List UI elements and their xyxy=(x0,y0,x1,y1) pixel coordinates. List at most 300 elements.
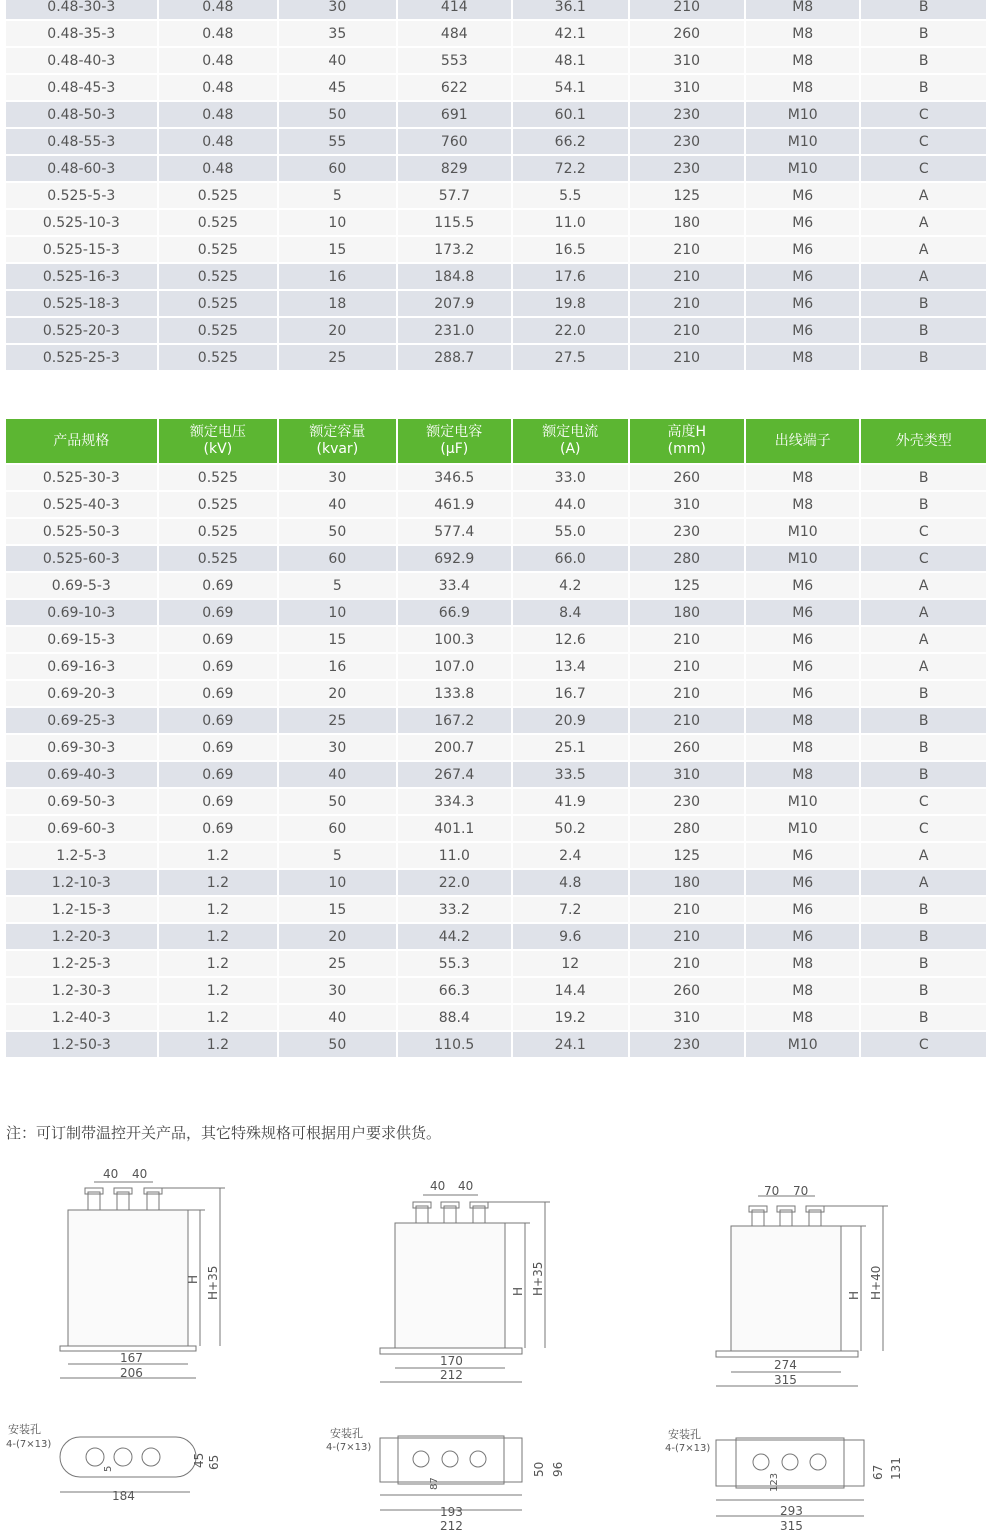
table-cell: 0.525-10-3 xyxy=(6,210,157,235)
table-cell: B xyxy=(861,924,986,949)
table-cell: 184.8 xyxy=(398,264,511,289)
drawing-1-h: H xyxy=(186,1274,200,1284)
table-cell: 207.9 xyxy=(398,291,511,316)
table-cell: 0.48 xyxy=(159,48,277,73)
table-row xyxy=(6,210,986,235)
table-cell: 50 xyxy=(279,519,395,544)
table-cell: 260 xyxy=(630,735,744,760)
table-cell: 280 xyxy=(630,816,744,841)
table-cell: 7.2 xyxy=(513,897,627,922)
table-cell: 50 xyxy=(279,789,395,814)
table-cell: B xyxy=(861,291,986,316)
table-cell: M8 xyxy=(746,762,859,787)
table-cell: A xyxy=(861,627,986,652)
table-row xyxy=(6,318,986,343)
note-text: 注：可订制带温控开关产品，其它特殊规格可根据用户要求供货。 xyxy=(6,1124,442,1142)
drawing-3-base-h2: 131 xyxy=(889,1457,903,1480)
table-cell: 16.5 xyxy=(513,237,627,262)
table-cell: B xyxy=(861,681,986,706)
table-cell: 0.69 xyxy=(159,600,277,625)
table-cell: 60 xyxy=(279,816,395,841)
drawing-2-outer: 212 xyxy=(440,1368,463,1382)
table-cell: 260 xyxy=(630,978,744,1003)
table-cell: 45 xyxy=(279,75,395,100)
table-cell: 0.69-30-3 xyxy=(6,735,157,760)
drawing-1-hole-label: 安装孔 xyxy=(8,1423,41,1436)
table-cell: 0.525 xyxy=(159,465,277,490)
table-cell: 0.48 xyxy=(159,102,277,127)
table-cell: 0.525 xyxy=(159,237,277,262)
table-cell: 57.7 xyxy=(398,183,511,208)
table-cell: M10 xyxy=(746,129,859,154)
table-cell: 66.9 xyxy=(398,600,511,625)
table-row xyxy=(6,48,986,73)
table-cell: 1.2 xyxy=(159,1005,277,1030)
table-cell: 33.2 xyxy=(398,897,511,922)
table-cell: 691 xyxy=(398,102,511,127)
table-cell: M6 xyxy=(746,264,859,289)
table-cell: 50 xyxy=(279,1032,395,1057)
table-cell: M6 xyxy=(746,573,859,598)
table-row xyxy=(6,924,986,949)
table-cell: C xyxy=(861,1032,986,1057)
table-cell: 0.69-40-3 xyxy=(6,762,157,787)
table-cell: 20 xyxy=(279,924,395,949)
table-cell: 760 xyxy=(398,129,511,154)
drawing-3-h: H xyxy=(847,1290,861,1300)
table-cell: C xyxy=(861,519,986,544)
table-cell: 461.9 xyxy=(398,492,511,517)
table-cell: 15 xyxy=(279,237,395,262)
table-cell: 0.525-25-3 xyxy=(6,345,157,370)
table-cell: 1.2-25-3 xyxy=(6,951,157,976)
drawing-3-pitch1: 70 xyxy=(764,1184,780,1198)
table-cell: 0.48-40-3 xyxy=(6,48,157,73)
table-cell: 19.8 xyxy=(513,291,627,316)
table-cell: 180 xyxy=(630,600,744,625)
drawing-2-base-w2: 212 xyxy=(440,1519,463,1533)
table-cell: 0.69 xyxy=(159,735,277,760)
table-cell: 0.69-50-3 xyxy=(6,789,157,814)
header-cell: 额定电容 (μF) xyxy=(398,419,511,463)
table-row xyxy=(6,789,986,814)
table-cell: 27.5 xyxy=(513,345,627,370)
table-row xyxy=(6,75,986,100)
drawing-1-pitch2: 40 xyxy=(132,1167,148,1181)
table-cell: 55.0 xyxy=(513,519,627,544)
table-cell: 210 xyxy=(630,264,744,289)
table-cell: 5.5 xyxy=(513,183,627,208)
table-cell: M6 xyxy=(746,654,859,679)
table-cell: 60 xyxy=(279,546,395,571)
table-cell: 0.525 xyxy=(159,492,277,517)
table-row xyxy=(6,237,986,262)
table-cell: 260 xyxy=(630,465,744,490)
table-cell: 310 xyxy=(630,48,744,73)
table-cell: 0.69-25-3 xyxy=(6,708,157,733)
table-cell: 55 xyxy=(279,129,395,154)
table-cell: 66.2 xyxy=(513,129,627,154)
table-row xyxy=(6,951,986,976)
table-cell: B xyxy=(861,492,986,517)
table-cell: 280 xyxy=(630,546,744,571)
table-cell: A xyxy=(861,210,986,235)
table-row xyxy=(6,735,986,760)
table-cell: 310 xyxy=(630,492,744,517)
table-cell: 0.525-16-3 xyxy=(6,264,157,289)
table-cell: 0.525-50-3 xyxy=(6,519,157,544)
table-cell: B xyxy=(861,897,986,922)
table-row xyxy=(6,291,986,316)
table-row xyxy=(6,129,986,154)
table-cell: B xyxy=(861,0,986,19)
table-cell: 20.9 xyxy=(513,708,627,733)
table-cell: 40 xyxy=(279,48,395,73)
table-cell: M8 xyxy=(746,1005,859,1030)
table-cell: 40 xyxy=(279,1005,395,1030)
table-cell: 1.2-50-3 xyxy=(6,1032,157,1057)
table-cell: 0.525-30-3 xyxy=(6,465,157,490)
table-cell: 0.69-10-3 xyxy=(6,600,157,625)
table-row xyxy=(6,573,986,598)
drawing-2-h-total: H+35 xyxy=(531,1261,545,1296)
table-cell: M10 xyxy=(746,789,859,814)
table-cell: M8 xyxy=(746,48,859,73)
table-cell: 0.525-5-3 xyxy=(6,183,157,208)
table-cell: M10 xyxy=(746,546,859,571)
table-row xyxy=(6,978,986,1003)
table-row xyxy=(6,21,986,46)
drawing-1-base-h2: 65 xyxy=(207,1454,221,1470)
table-row xyxy=(6,708,986,733)
table-row xyxy=(6,843,986,868)
table-cell: 0.525 xyxy=(159,546,277,571)
table-cell: 35 xyxy=(279,21,395,46)
table-cell: 0.48 xyxy=(159,75,277,100)
table-cell: 0.69 xyxy=(159,789,277,814)
header-cell: 高度H (mm) xyxy=(630,419,744,463)
table-cell: M10 xyxy=(746,1032,859,1057)
table-cell: M8 xyxy=(746,21,859,46)
table-cell: 16 xyxy=(279,264,395,289)
table-cell: M6 xyxy=(746,870,859,895)
table-cell: 66.0 xyxy=(513,546,627,571)
table-cell: 0.525 xyxy=(159,210,277,235)
table-cell: 210 xyxy=(630,708,744,733)
table-cell: 8.4 xyxy=(513,600,627,625)
table-cell: 180 xyxy=(630,870,744,895)
table-cell: 230 xyxy=(630,102,744,127)
table-cell: 210 xyxy=(630,897,744,922)
table-cell: 1.2-20-3 xyxy=(6,924,157,949)
table-cell: M6 xyxy=(746,183,859,208)
table-cell: 40 xyxy=(279,762,395,787)
table-cell: 14.4 xyxy=(513,978,627,1003)
table-cell: 1.2-40-3 xyxy=(6,1005,157,1030)
drawing-3-inner: 274 xyxy=(774,1358,797,1372)
table-cell: 401.1 xyxy=(398,816,511,841)
table-cell: 54.1 xyxy=(513,75,627,100)
table-cell: A xyxy=(861,183,986,208)
table-cell: 20 xyxy=(279,318,395,343)
table-row xyxy=(6,0,986,19)
table-cell: 484 xyxy=(398,21,511,46)
table-row xyxy=(6,1032,986,1057)
table-cell: 25.1 xyxy=(513,735,627,760)
table-cell: 230 xyxy=(630,129,744,154)
table-cell: 0.525-18-3 xyxy=(6,291,157,316)
drawing-1-inner: 167 xyxy=(120,1351,143,1365)
table-cell: 17.6 xyxy=(513,264,627,289)
table-cell: 231.0 xyxy=(398,318,511,343)
table-cell: 107.0 xyxy=(398,654,511,679)
drawing-1-outer: 206 xyxy=(120,1366,143,1380)
table-cell: 230 xyxy=(630,1032,744,1057)
table-cell: 210 xyxy=(630,681,744,706)
table-cell: 24.1 xyxy=(513,1032,627,1057)
table-row xyxy=(6,102,986,127)
table-cell: 66.3 xyxy=(398,978,511,1003)
table-cell: 4.8 xyxy=(513,870,627,895)
table-cell: 110.5 xyxy=(398,1032,511,1057)
table-cell: 0.525 xyxy=(159,345,277,370)
table-cell: A xyxy=(861,573,986,598)
table-cell: M8 xyxy=(746,951,859,976)
table-cell: 230 xyxy=(630,789,744,814)
table-cell: 210 xyxy=(630,924,744,949)
drawing-1-h-total: H+35 xyxy=(206,1265,220,1300)
table-cell: 0.69-20-3 xyxy=(6,681,157,706)
table-cell: 5 xyxy=(279,573,395,598)
table-cell: 10 xyxy=(279,870,395,895)
table-cell: 210 xyxy=(630,951,744,976)
table-cell: 1.2-15-3 xyxy=(6,897,157,922)
header-cell: 额定电流 (A) xyxy=(513,419,627,463)
table-row xyxy=(6,870,986,895)
table-cell: 0.525-60-3 xyxy=(6,546,157,571)
table-cell: 50 xyxy=(279,102,395,127)
table-row xyxy=(6,492,986,517)
drawing-2-base-small: 87 xyxy=(429,1477,440,1490)
table-row xyxy=(6,1005,986,1030)
table-cell: 414 xyxy=(398,0,511,19)
table-cell: 553 xyxy=(398,48,511,73)
table-cell: 346.5 xyxy=(398,465,511,490)
drawing-3-outer: 315 xyxy=(774,1373,797,1387)
table-cell: 30 xyxy=(279,735,395,760)
table-cell: 167.2 xyxy=(398,708,511,733)
table-cell: M8 xyxy=(746,345,859,370)
drawing-1-base-small: 5 xyxy=(103,1465,114,1472)
table-cell: 0.69-5-3 xyxy=(6,573,157,598)
table-cell: M6 xyxy=(746,924,859,949)
table-cell: 0.525 xyxy=(159,264,277,289)
table-cell: 260 xyxy=(630,21,744,46)
table-cell: 5 xyxy=(279,183,395,208)
drawing-3-base-w1: 293 xyxy=(780,1504,803,1518)
table-cell: 125 xyxy=(630,843,744,868)
drawing-2-base-h1: 50 xyxy=(532,1461,546,1477)
table-cell: M8 xyxy=(746,0,859,19)
table-cell: B xyxy=(861,48,986,73)
table-cell: 30 xyxy=(279,465,395,490)
table-row xyxy=(6,519,986,544)
drawing-3-base-h1: 67 xyxy=(871,1464,885,1480)
table-cell: 1.2 xyxy=(159,870,277,895)
table-cell: 0.525 xyxy=(159,183,277,208)
table-cell: 0.69-60-3 xyxy=(6,816,157,841)
table-cell: 48.1 xyxy=(513,48,627,73)
table-cell: M8 xyxy=(746,465,859,490)
table-cell: 310 xyxy=(630,762,744,787)
table-cell: 0.69 xyxy=(159,762,277,787)
table-cell: 12 xyxy=(513,951,627,976)
table-cell: 200.7 xyxy=(398,735,511,760)
table-cell: 1.2 xyxy=(159,1032,277,1057)
table-cell: 33.5 xyxy=(513,762,627,787)
table-row xyxy=(6,816,986,841)
table-cell: 1.2-10-3 xyxy=(6,870,157,895)
table-cell: 0.48-55-3 xyxy=(6,129,157,154)
drawing-3-base-small: 123 xyxy=(769,1472,780,1492)
table-cell: 11.0 xyxy=(513,210,627,235)
table-cell: 180 xyxy=(630,210,744,235)
table-cell: 622 xyxy=(398,75,511,100)
header-cell: 额定电压 (kV) xyxy=(159,419,277,463)
table-cell: 288.7 xyxy=(398,345,511,370)
table-cell: 334.3 xyxy=(398,789,511,814)
table-cell: M6 xyxy=(746,681,859,706)
drawing-3-hole-spec: 4-(7×13) xyxy=(665,1443,711,1454)
table-cell: B xyxy=(861,978,986,1003)
table-cell: 0.525 xyxy=(159,519,277,544)
drawing-3-base-w2: 315 xyxy=(780,1519,803,1533)
table-cell: C xyxy=(861,546,986,571)
table-cell: 12.6 xyxy=(513,627,627,652)
table-cell: 44.0 xyxy=(513,492,627,517)
table-cell: 0.69-16-3 xyxy=(6,654,157,679)
table-cell: 10 xyxy=(279,210,395,235)
table-cell: 15 xyxy=(279,627,395,652)
drawing-3-base xyxy=(665,1427,903,1533)
table-cell: B xyxy=(861,762,986,787)
table-cell: 0.48-35-3 xyxy=(6,21,157,46)
drawing-3-pitch2: 70 xyxy=(793,1184,809,1198)
table-cell: 125 xyxy=(630,183,744,208)
header-cell: 产品规格 xyxy=(6,419,157,463)
drawing-2-h: H xyxy=(511,1286,525,1296)
table-cell: 22.0 xyxy=(513,318,627,343)
drawing-3-h-total: H+40 xyxy=(869,1265,883,1300)
table-cell: 1.2 xyxy=(159,897,277,922)
drawing-1-base-h1: 45 xyxy=(192,1452,206,1468)
header-cell: 额定容量 (kvar) xyxy=(279,419,395,463)
table-cell: 310 xyxy=(630,75,744,100)
table-row xyxy=(6,600,986,625)
table-cell: 15 xyxy=(279,897,395,922)
table-cell: 41.9 xyxy=(513,789,627,814)
table-row xyxy=(6,897,986,922)
drawing-2-hole-spec: 4-(7×13) xyxy=(326,1442,372,1453)
table-cell: 0.48 xyxy=(159,21,277,46)
drawing-3-hole-label: 安装孔 xyxy=(668,1428,701,1441)
table-cell: M8 xyxy=(746,978,859,1003)
table-header-row xyxy=(6,419,986,463)
table-cell: 210 xyxy=(630,654,744,679)
table-cell: 36.1 xyxy=(513,0,627,19)
table-cell: B xyxy=(861,951,986,976)
table-cell: M10 xyxy=(746,156,859,181)
table-cell: B xyxy=(861,1005,986,1030)
table-cell: 1.2 xyxy=(159,978,277,1003)
table-cell: B xyxy=(861,708,986,733)
table-cell: M6 xyxy=(746,897,859,922)
table-cell: B xyxy=(861,465,986,490)
spec-table-main xyxy=(4,417,988,1059)
table-cell: 100.3 xyxy=(398,627,511,652)
table-cell: 40 xyxy=(279,492,395,517)
table-cell: 44.2 xyxy=(398,924,511,949)
table-cell: A xyxy=(861,600,986,625)
table-cell: 60.1 xyxy=(513,102,627,127)
table-cell: 0.525 xyxy=(159,318,277,343)
table-cell: 30 xyxy=(279,978,395,1003)
table-cell: 0.48-50-3 xyxy=(6,102,157,127)
table-cell: M8 xyxy=(746,75,859,100)
table-cell: 230 xyxy=(630,519,744,544)
table-cell: C xyxy=(861,789,986,814)
drawing-1-base-w: 184 xyxy=(112,1489,135,1503)
drawing-1-front xyxy=(60,1167,225,1380)
table-cell: 25 xyxy=(279,708,395,733)
table-cell: M10 xyxy=(746,816,859,841)
table-row xyxy=(6,345,986,370)
table-cell: 16 xyxy=(279,654,395,679)
table-cell: 0.48-60-3 xyxy=(6,156,157,181)
table-cell: M6 xyxy=(746,210,859,235)
table-cell: A xyxy=(861,843,986,868)
table-cell: 0.525-40-3 xyxy=(6,492,157,517)
table-cell: 210 xyxy=(630,345,744,370)
table-cell: 13.4 xyxy=(513,654,627,679)
drawing-2-base-h2: 96 xyxy=(551,1461,565,1477)
table-cell: M8 xyxy=(746,492,859,517)
table-cell: 9.6 xyxy=(513,924,627,949)
table-row xyxy=(6,465,986,490)
table-cell: 0.69 xyxy=(159,816,277,841)
table-cell: 0.69 xyxy=(159,681,277,706)
table-cell: 0.69 xyxy=(159,708,277,733)
drawing-1-base xyxy=(6,1422,221,1503)
dimension-drawings xyxy=(0,1150,990,1533)
table-cell: 310 xyxy=(630,1005,744,1030)
header-cell: 出线端子 xyxy=(746,419,859,463)
table-cell: 10 xyxy=(279,600,395,625)
table-cell: C xyxy=(861,816,986,841)
table-cell: 19.2 xyxy=(513,1005,627,1030)
drawing-2-base xyxy=(326,1426,565,1533)
table-cell: M10 xyxy=(746,102,859,127)
table-row xyxy=(6,627,986,652)
table-cell: 210 xyxy=(630,318,744,343)
table-cell: 692.9 xyxy=(398,546,511,571)
table-cell: M6 xyxy=(746,600,859,625)
drawing-3-front xyxy=(716,1184,888,1387)
table-cell: 210 xyxy=(630,0,744,19)
table-cell: 0.48-45-3 xyxy=(6,75,157,100)
table-cell: A xyxy=(861,264,986,289)
table-cell: 25 xyxy=(279,345,395,370)
